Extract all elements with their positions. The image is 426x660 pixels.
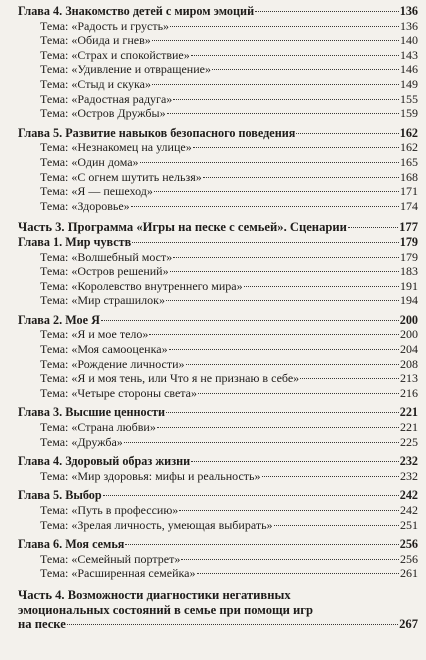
- dot-leader: [262, 476, 400, 477]
- toc-entry-title: Тема: «Радость и грусть»: [40, 18, 170, 33]
- dot-leader: [191, 55, 399, 56]
- toc-page-number: 194: [400, 293, 418, 308]
- toc-part-continuation: [18, 603, 418, 618]
- toc-entry-title: Часть 3. Программа «Игры на песке с семьей». Сценарии: [18, 220, 347, 235]
- dot-leader: [149, 334, 399, 335]
- toc-entry-title: Тема: «Удивление и отвращение»: [40, 62, 211, 77]
- toc-page-number: 136: [399, 4, 418, 18]
- dot-leader: [103, 495, 399, 496]
- table-of-contents: [18, 4, 418, 632]
- toc-page-number: 165: [400, 154, 418, 169]
- toc-page-number: 177: [399, 220, 418, 235]
- toc-page-number: 149: [400, 76, 418, 91]
- toc-chapter-row: [18, 405, 418, 420]
- dot-leader: [197, 573, 400, 574]
- toc-topic-row: [18, 19, 418, 34]
- dot-leader: [125, 544, 398, 545]
- dot-leader: [152, 84, 399, 85]
- toc-entry-title: Тема: «Радостная радуга»: [40, 91, 173, 106]
- toc-entry-title: Глава 4. Знакомство детей с миром эмоций: [18, 4, 255, 18]
- toc-entry-title: Тема: «Незнакомец на улице»: [40, 140, 192, 155]
- dot-leader: [170, 26, 399, 27]
- toc-entry-title: Тема: «Волшебный мост»: [40, 249, 173, 264]
- toc-entry-title: Тема: «Мир страшилок»: [40, 293, 165, 308]
- toc-page-number: 221: [400, 420, 418, 435]
- dot-leader: [296, 133, 398, 134]
- dot-leader: [274, 525, 399, 526]
- toc-page-number: 242: [400, 503, 418, 517]
- toc-topic-row: [18, 199, 418, 214]
- toc-topic-row: [18, 155, 418, 170]
- toc-page-number: 232: [399, 454, 418, 469]
- toc-page-number: 256: [399, 537, 418, 552]
- toc-entry-title: Тема: «С огнем шутить нельзя»: [40, 169, 202, 184]
- toc-chapter-row: [18, 126, 418, 141]
- toc-page-number: 261: [400, 566, 418, 581]
- toc-entry-title: Тема: «Рождение личности»: [40, 356, 185, 371]
- toc-entry-title: Тема: «Стыд и скука»: [40, 76, 152, 91]
- toc-page-number: 136: [400, 18, 418, 33]
- toc-topic-row: [18, 279, 418, 294]
- toc-page-number: 216: [400, 385, 418, 400]
- toc-topic-row: [18, 342, 418, 357]
- toc-page-number: 179: [399, 234, 418, 249]
- toc-page-number: 256: [400, 551, 418, 566]
- toc-topic-row: [18, 170, 418, 185]
- toc-page-number: 143: [400, 47, 418, 62]
- toc-page-number: 183: [400, 264, 418, 279]
- toc-page-number: 204: [400, 342, 418, 357]
- toc-entry-title: Тема: «Зрелая личность, умеющая выбирать»: [40, 517, 273, 532]
- toc-entry-title: Тема: «Страх и спокойствие»: [40, 47, 190, 62]
- toc-topic-row: [18, 250, 418, 265]
- dot-leader: [191, 461, 399, 462]
- toc-spacer: [18, 213, 418, 220]
- dot-leader: [203, 177, 399, 178]
- toc-entry-title: Глава 4. Здоровый образ жизни: [18, 454, 191, 469]
- toc-page-number: 267: [399, 617, 418, 632]
- toc-entry-title: эмоциональных состояний в семье при помощи игр: [18, 602, 314, 617]
- toc-page-number: 155: [400, 91, 418, 106]
- dot-leader: [193, 147, 399, 148]
- toc-topic-row: [18, 552, 418, 567]
- toc-topic-row: [18, 566, 418, 581]
- toc-chapter-row: [18, 4, 418, 19]
- dot-leader: [255, 11, 399, 12]
- toc-page-number: 200: [400, 327, 418, 342]
- dot-leader: [348, 227, 398, 228]
- dot-leader: [198, 393, 399, 394]
- toc-entry-title: Глава 6. Моя семья: [18, 537, 125, 552]
- toc-chapter-row: [18, 235, 418, 250]
- toc-page-number: 162: [400, 140, 418, 155]
- toc-entry-title: на песке: [18, 617, 66, 632]
- dot-leader: [140, 162, 399, 163]
- toc-topic-row: [18, 469, 418, 484]
- toc-page-number: 162: [399, 125, 418, 140]
- toc-page-number: 179: [400, 249, 418, 264]
- toc-entry-title: Тема: «Я и моя тень, или Что я не признаю в себе»: [40, 371, 300, 386]
- toc-page-number: 168: [400, 169, 418, 184]
- dot-leader: [173, 99, 399, 100]
- dot-leader: [124, 442, 399, 443]
- toc-entry-title: Тема: «Семейный портрет»: [40, 551, 181, 566]
- toc-part-row: [18, 588, 418, 603]
- toc-page-number: 200: [399, 312, 418, 327]
- dot-leader: [154, 191, 399, 192]
- toc-page-number: 221: [399, 405, 418, 420]
- toc-topic-row: [18, 327, 418, 342]
- dot-leader: [157, 427, 399, 428]
- toc-page-number: 159: [400, 106, 418, 121]
- toc-entry-title: Тема: «Я и мое тело»: [40, 327, 149, 342]
- toc-entry-title: Тема: «Мир здоровья: мифы и реальность»: [40, 468, 261, 483]
- dot-leader: [152, 40, 399, 41]
- toc-entry-title: Тема: «Путь в профессию»: [40, 503, 179, 517]
- toc-topic-row: [18, 184, 418, 199]
- toc-entry-title: Тема: «Королевство внутреннего мира»: [40, 278, 243, 293]
- toc-chapter-row: [18, 313, 418, 328]
- toc-topic-row: [18, 357, 418, 372]
- toc-entry-title: Часть 4. Возможности диагностики негативных: [18, 587, 291, 602]
- toc-entry-title: Тема: «Страна любви»: [40, 420, 156, 435]
- toc-topic-row: [18, 106, 418, 121]
- dot-leader: [167, 113, 399, 114]
- dot-leader: [101, 320, 399, 321]
- toc-topic-row: [18, 140, 418, 155]
- toc-topic-row: [18, 62, 418, 77]
- toc-entry-title: Тема: «Остров решений»: [40, 264, 169, 279]
- toc-entry-title: Тема: «Обида и гнев»: [40, 33, 151, 48]
- dot-leader: [179, 510, 399, 511]
- dot-leader: [212, 69, 399, 70]
- toc-topic-row: [18, 293, 418, 308]
- dot-leader: [170, 271, 399, 272]
- toc-spacer: [18, 581, 418, 588]
- toc-chapter-row: [18, 488, 418, 503]
- toc-topic-row: [18, 435, 418, 450]
- toc-chapter-row: [18, 537, 418, 552]
- toc-topic-row: [18, 92, 418, 107]
- dot-leader: [67, 624, 398, 625]
- toc-page-number: 251: [400, 517, 418, 532]
- toc-page-number: 191: [400, 278, 418, 293]
- dot-leader: [166, 412, 399, 413]
- toc-entry-title: Тема: «Расширенная семейка»: [40, 566, 196, 581]
- toc-entry-title: Тема: «Моя самооценка»: [40, 342, 168, 357]
- toc-topic-row: [18, 264, 418, 279]
- dot-leader: [244, 286, 399, 287]
- toc-topic-row: [18, 386, 418, 401]
- toc-page-number: 174: [400, 198, 418, 213]
- toc-page-number: 225: [400, 434, 418, 449]
- toc-entry-title: Глава 5. Развитие навыков безопасного поведения: [18, 125, 296, 140]
- dot-leader: [186, 364, 400, 365]
- toc-topic-row: [18, 420, 418, 435]
- toc-page-number: 208: [400, 356, 418, 371]
- toc-entry-title: Глава 1. Мир чувств: [18, 234, 132, 249]
- toc-topic-row: [18, 48, 418, 63]
- dot-leader: [181, 559, 399, 560]
- toc-entry-title: Тема: «Дружба»: [40, 434, 123, 449]
- dot-leader: [300, 378, 399, 379]
- toc-topic-row: [18, 518, 418, 533]
- dot-leader: [166, 300, 399, 301]
- dot-leader: [132, 242, 398, 243]
- toc-page-number: 146: [400, 62, 418, 77]
- toc-entry-title: Тема: «Четыре стороны света»: [40, 385, 197, 400]
- toc-entry-title: Тема: «Здоровье»: [40, 198, 130, 213]
- toc-topic-row: [18, 77, 418, 92]
- toc-entry-title: Глава 3. Высшие ценности: [18, 405, 166, 420]
- toc-page-number: 213: [400, 371, 418, 386]
- toc-chapter-row: [18, 454, 418, 469]
- toc-page-number: 242: [399, 488, 418, 503]
- toc-entry-title: Глава 2. Мое Я: [18, 312, 100, 327]
- toc-page-number: 171: [400, 184, 418, 199]
- toc-entry-title: Тема: «Я — пешеход»: [40, 184, 153, 199]
- toc-topic-row: [18, 503, 418, 518]
- toc-entry-title: Тема: «Остров Дружбы»: [40, 106, 166, 121]
- toc-topic-row: [18, 371, 418, 386]
- toc-entry-title: Тема: «Один дома»: [40, 154, 139, 169]
- toc-part-row: [18, 220, 418, 235]
- toc-part-continuation: [18, 617, 418, 632]
- dot-leader: [169, 349, 399, 350]
- toc-topic-row: [18, 33, 418, 48]
- toc-page-number: 232: [400, 468, 418, 483]
- toc-entry-title: Глава 5. Выбор: [18, 488, 102, 503]
- toc-page-number: 140: [400, 33, 418, 48]
- dot-leader: [131, 206, 399, 207]
- dot-leader: [173, 257, 399, 258]
